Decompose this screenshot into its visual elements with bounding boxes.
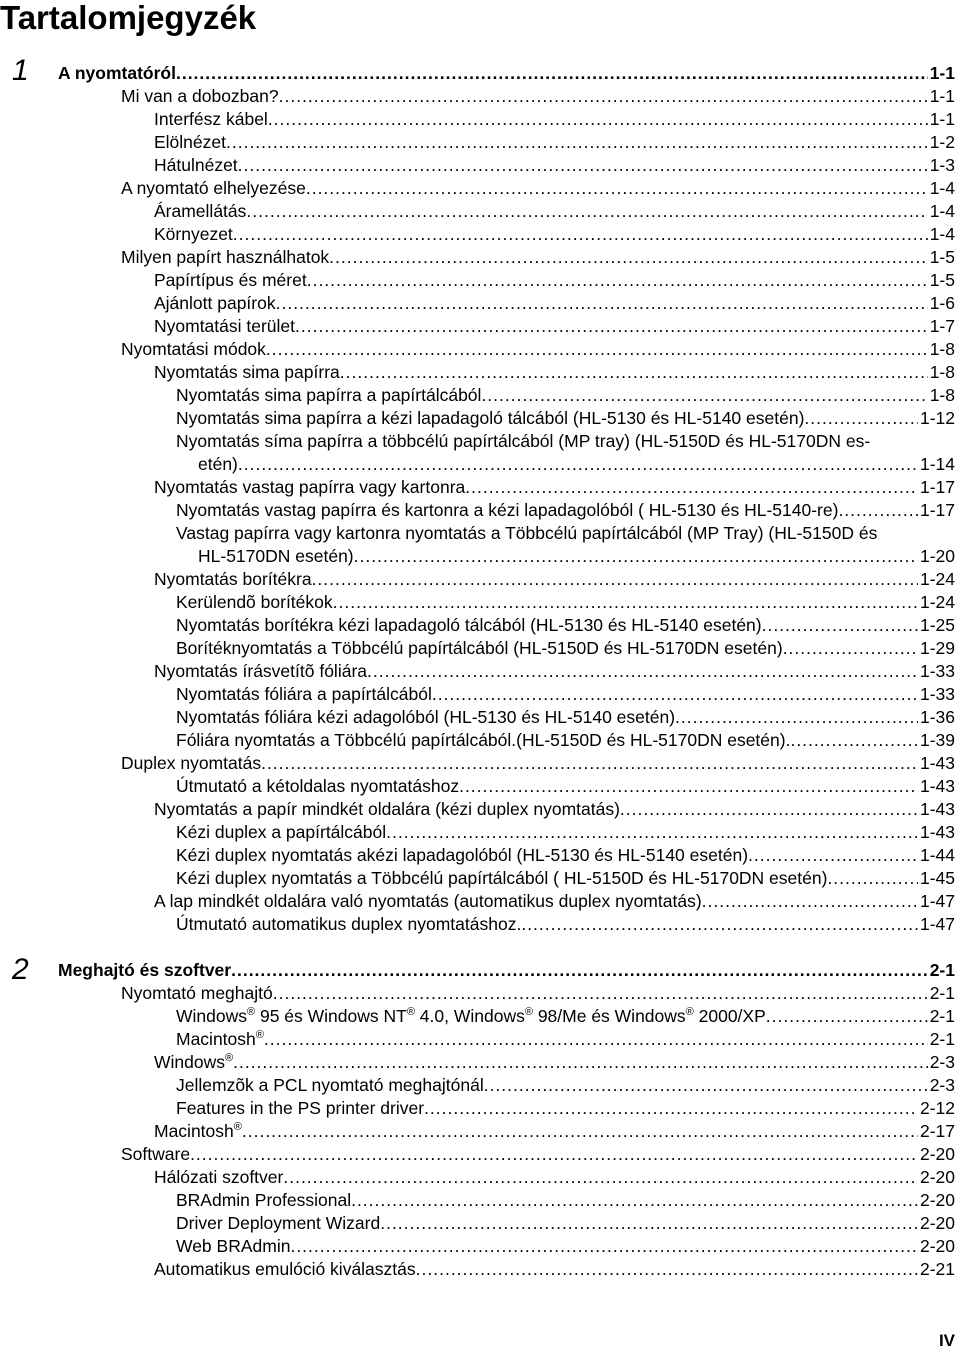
- toc-page: 1-4: [929, 224, 955, 244]
- leader-dots: [481, 384, 927, 406]
- toc-entry-title: Nyomtatás fóliára a papírtálcából: [176, 684, 432, 704]
- leader-dots: [279, 85, 928, 107]
- toc-entry-title: Windows®: [154, 1052, 234, 1072]
- toc-chapter-2[interactable]: [58, 959, 955, 981]
- toc-entry[interactable]: [121, 177, 955, 199]
- toc-entry-title: Interfész kábel: [154, 109, 268, 129]
- chapter-number-1: 1: [12, 54, 29, 87]
- toc-page: 1-36: [919, 707, 955, 727]
- toc-entry[interactable]: [154, 223, 955, 245]
- leader-dots: [790, 729, 918, 751]
- toc-page: 1-4: [929, 201, 955, 221]
- toc-page: 2-1: [929, 983, 955, 1003]
- toc-entry[interactable]: [154, 108, 955, 130]
- toc-entry[interactable]: [154, 476, 955, 498]
- toc-page: 1-1: [929, 109, 955, 129]
- leader-dots: [432, 683, 918, 705]
- toc-page: 1-43: [919, 822, 955, 842]
- toc-entry[interactable]: [176, 1235, 955, 1257]
- leader-dots: [333, 591, 918, 613]
- toc-page: 1-8: [929, 339, 955, 359]
- toc-entry[interactable]: [154, 1258, 955, 1280]
- toc-entry-title: Features in the PS printer driver: [176, 1098, 425, 1118]
- toc-entry[interactable]: [121, 338, 955, 360]
- toc-entry[interactable]: [154, 200, 955, 222]
- toc-page: 1-43: [919, 799, 955, 819]
- toc-page: 1-5: [929, 270, 955, 290]
- toc-entry[interactable]: [154, 292, 955, 314]
- toc-page: 2-20: [919, 1167, 955, 1187]
- toc-page: 1-4: [929, 178, 955, 198]
- toc-entry-title: Nyomtatás sima papírra a papírtálcából: [176, 385, 482, 405]
- toc-page: 2-21: [919, 1259, 955, 1279]
- toc-page: 1-44: [919, 845, 955, 865]
- toc-page: 1-7: [929, 316, 955, 336]
- leader-dots: [226, 131, 928, 153]
- toc-entry[interactable]: [176, 683, 955, 705]
- leader-dots: [238, 453, 918, 475]
- leader-dots: [268, 108, 928, 130]
- toc-entry-title: Nyomtatás síma papírra a többcélú papírtálcából (MP tray) (HL-5150D és HL-5170DN es-: [176, 431, 871, 451]
- toc-entry-title: A lap mindkét oldalára való nyomtatás (automatikus duplex nyomtatás): [154, 891, 702, 911]
- toc-entry[interactable]: [176, 821, 955, 843]
- leader-dots: [290, 1235, 918, 1257]
- toc-entry[interactable]: [176, 499, 955, 521]
- leader-dots: [702, 890, 918, 912]
- toc-entry-title: Nyomtatás borítékra kézi lapadagoló tálcából (HL-5130 és HL-5140 esetén): [176, 615, 762, 635]
- toc-entry-title: Nyomtatás fóliára kézi adagolóból (HL-5130 és HL-5140 esetén): [176, 707, 676, 727]
- toc-page: 2-20: [919, 1190, 955, 1210]
- toc-entry-title: BRAdmin Professional: [176, 1190, 352, 1210]
- toc-entry-title: Útmutató automatikus duplex nyomtatáshoz.: [176, 914, 522, 934]
- toc-entry[interactable]: [121, 1143, 955, 1165]
- toc-page: 2-1: [929, 1029, 955, 1049]
- toc-page: 1-1: [929, 63, 955, 83]
- toc-entry[interactable]: [154, 1120, 955, 1142]
- toc-entry-title: Automatikus emulóció kiválasztás: [154, 1259, 416, 1279]
- toc-entry-title: Elölnézet: [154, 132, 226, 152]
- toc-entry[interactable]: [176, 1074, 955, 1096]
- leader-dots: [176, 62, 928, 84]
- toc-entry[interactable]: [176, 729, 955, 751]
- toc-page: 1-14: [919, 454, 955, 474]
- toc-entry[interactable]: [198, 545, 955, 567]
- toc-entry-title: Nyomtatás sima papírra a kézi lapadagoló tálcából (HL-5130 és HL-5140 esetén): [176, 408, 805, 428]
- leader-dots: [620, 798, 918, 820]
- toc-entry[interactable]: [121, 752, 955, 774]
- toc-page: 2-1: [929, 960, 955, 980]
- toc-page: 1-47: [919, 914, 955, 934]
- page-title: Tartalomjegyzék: [0, 0, 257, 36]
- leader-dots: [295, 315, 928, 337]
- toc-entry[interactable]: [176, 1005, 955, 1027]
- leader-dots: [465, 476, 918, 498]
- leader-dots: [273, 982, 928, 1004]
- toc-page: 1-43: [919, 776, 955, 796]
- leader-dots: [367, 660, 918, 682]
- page-number: IV: [938, 1331, 955, 1350]
- toc-entry[interactable]: [154, 660, 955, 682]
- toc-entry-title: Útmutató a kétoldalas nyomtatáshoz: [176, 776, 460, 796]
- toc-entry[interactable]: [176, 867, 955, 889]
- toc-entry[interactable]: [176, 637, 955, 659]
- leader-dots: [266, 338, 928, 360]
- toc-chapter-title: Meghajtó és szoftver: [58, 960, 232, 980]
- leader-dots: [838, 499, 918, 521]
- toc-entry-title: Mi van a dobozban?: [121, 86, 279, 106]
- toc-entry-title: Hálózati szoftver: [154, 1167, 284, 1187]
- leader-dots: [231, 959, 928, 981]
- toc-entry-title: Papírtípus és méret: [154, 270, 307, 290]
- toc-entry-title: Duplex nyomtatás: [121, 753, 262, 773]
- toc-page: 1-45: [919, 868, 955, 888]
- toc-entry[interactable]: [176, 384, 955, 406]
- toc-chapter-title: A nyomtatóról: [58, 63, 176, 83]
- toc-page: 1-3: [929, 155, 955, 175]
- toc-entry[interactable]: [176, 1189, 955, 1211]
- toc-entry-title: Driver Deployment Wizard: [176, 1213, 381, 1233]
- toc-entry[interactable]: [154, 131, 955, 153]
- toc-page: 1-12: [919, 408, 955, 428]
- toc-entry-title: Nyomtatás sima papírra: [154, 362, 340, 382]
- toc-page: 2-1: [929, 1006, 955, 1026]
- toc-entry-title: Vastag papírra vagy kartonra nyomtatás a Többcélú papírtálcából (MP Tray) (HL-5150D és: [176, 523, 878, 543]
- toc-entry-title: Ajánlott papírok: [154, 293, 276, 313]
- leader-dots: [190, 1143, 918, 1165]
- toc-entry-title: Kerülendõ borítékok: [176, 592, 333, 612]
- toc-page: 1-33: [919, 661, 955, 681]
- leader-dots: [306, 177, 928, 199]
- toc-page: 1-47: [919, 891, 955, 911]
- toc-page: 2-12: [919, 1098, 955, 1118]
- leader-dots: [307, 269, 928, 291]
- toc-entry[interactable]: [176, 913, 955, 935]
- toc-entry-title: Nyomtatás borítékra: [154, 569, 312, 589]
- toc-chapter-1[interactable]: [58, 62, 955, 84]
- toc-entry[interactable]: [176, 1097, 955, 1119]
- toc-page: 2-3: [929, 1052, 955, 1072]
- toc-entry-title: Kézi duplex nyomtatás a Többcélú papírtálcából ( HL-5150D és HL-5170DN esetén): [176, 868, 828, 888]
- toc-entry[interactable]: [176, 591, 955, 613]
- leader-dots: [276, 292, 928, 314]
- toc-entry-title: Macintosh®: [176, 1029, 264, 1049]
- toc-page: 1-6: [929, 293, 955, 313]
- leader-dots: [416, 1258, 918, 1280]
- chapter-number-2: 2: [12, 953, 29, 986]
- leader-dots: [242, 1120, 918, 1142]
- toc-entry-title: Fóliára nyomtatás a Többcélú papírtálcából.(HL-5150D és HL-5170DN esetén).: [176, 730, 791, 750]
- leader-dots: [340, 361, 928, 383]
- toc-page: 1-2: [929, 132, 955, 152]
- toc-entry[interactable]: [176, 775, 955, 797]
- toc-page: 1-8: [929, 362, 955, 382]
- leader-dots: [329, 246, 928, 268]
- leader-dots: [233, 1051, 928, 1073]
- leader-dots: [386, 821, 918, 843]
- toc-entry[interactable]: [154, 798, 955, 820]
- toc-entry-title: Milyen papírt használhatok: [121, 247, 330, 267]
- leader-dots: [827, 867, 918, 889]
- toc-entry[interactable]: [121, 982, 955, 1004]
- leader-dots: [351, 1189, 918, 1211]
- toc-entry-title: Jellemzõk a PCL nyomtató meghajtónál: [176, 1075, 484, 1095]
- leader-dots: [238, 154, 928, 176]
- toc-entry-title: Hátulnézet: [154, 155, 238, 175]
- toc-page: 1-17: [919, 500, 955, 520]
- toc-entry[interactable]: [121, 85, 955, 107]
- toc-page: 1-29: [919, 638, 955, 658]
- toc-page: 2-17: [919, 1121, 955, 1141]
- leader-dots: [283, 1166, 918, 1188]
- toc-page: 2-20: [919, 1213, 955, 1233]
- toc-page: 1-5: [929, 247, 955, 267]
- toc-entry-title: Windows® 95 és Windows NT® 4.0, Windows® 98/Me és Windows® 2000/XP: [176, 1006, 766, 1026]
- leader-dots: [312, 568, 918, 590]
- toc-entry-title: Nyomtatás írásvetítõ fóliára: [154, 661, 367, 681]
- toc-page: 1-24: [919, 569, 955, 589]
- toc-entry-title: Nyomtatás vastag papírra és kartonra a kézi lapadagolóból ( HL-5130 és HL-5140-re): [176, 500, 839, 520]
- toc-entry[interactable]: [154, 361, 955, 383]
- toc-entry-title: Környezet: [154, 224, 233, 244]
- toc-entry[interactable]: [176, 844, 955, 866]
- toc-entry[interactable]: [121, 246, 955, 268]
- toc-entry[interactable]: [176, 1028, 955, 1050]
- toc-entry[interactable]: [176, 1212, 955, 1234]
- toc-entry[interactable]: [154, 154, 955, 176]
- toc-page: 1-17: [919, 477, 955, 497]
- leader-dots: [246, 200, 927, 222]
- toc-page: 2-20: [919, 1144, 955, 1164]
- toc-entry-title: Kézi duplex nyomtatás akézi lapadagolóból (HL-5130 és HL-5140 esetén): [176, 845, 749, 865]
- leader-dots: [459, 775, 918, 797]
- toc-page: 2-20: [919, 1236, 955, 1256]
- toc-entry-title: Macintosh®: [154, 1121, 242, 1141]
- toc-page: 1-20: [919, 546, 955, 566]
- toc-page: 1-25: [919, 615, 955, 635]
- leader-dots: [233, 223, 928, 245]
- toc-entry[interactable]: [176, 706, 955, 728]
- toc-entry-title-continued: etén): [198, 454, 238, 474]
- toc-entry-title: Software: [121, 1144, 191, 1164]
- toc-page: 1-1: [929, 86, 955, 106]
- leader-dots: [424, 1097, 918, 1119]
- toc-entry-title: A nyomtató elhelyezése: [121, 178, 306, 198]
- toc-entry-title: Borítéknyomtatás a Többcélú papírtálcából (HL-5150D és HL-5170DN esetén): [176, 638, 783, 658]
- toc-page: 1-8: [929, 385, 955, 405]
- leader-dots: [748, 844, 918, 866]
- toc-entry[interactable]: [176, 614, 955, 636]
- leader-dots: [783, 637, 918, 659]
- toc-entry-title: Nyomtatás a papír mindkét oldalára (kézi duplex nyomtatás): [154, 799, 620, 819]
- toc-entry-title: Áramellátás: [154, 201, 247, 221]
- toc-entry-title: Kézi duplex a papírtálcából: [176, 822, 387, 842]
- leader-dots: [762, 614, 918, 636]
- toc-entry-title: Web BRAdmin: [176, 1236, 291, 1256]
- leader-dots: [804, 407, 918, 429]
- leader-dots: [264, 1028, 928, 1050]
- toc-entry-title: Nyomtatási terület: [154, 316, 296, 336]
- toc-entry[interactable]: [154, 315, 955, 337]
- toc-entry[interactable]: [198, 453, 955, 475]
- leader-dots: [261, 752, 918, 774]
- toc-entry[interactable]: [154, 1051, 955, 1073]
- toc-entry[interactable]: [154, 1166, 955, 1188]
- toc-entry-title: Nyomtatás vastag papírra vagy kartonra: [154, 477, 466, 497]
- leader-dots: [766, 1005, 928, 1027]
- leader-dots: [521, 913, 918, 935]
- leader-dots: [380, 1212, 918, 1234]
- toc-entry[interactable]: [154, 269, 955, 291]
- toc-entry-title-continued: HL-5170DN esetén): [198, 546, 354, 566]
- toc-page: 2-3: [929, 1075, 955, 1095]
- toc-entry-title: Nyomtató meghajtó: [121, 983, 273, 1003]
- toc-entry-title: Nyomtatási módok: [121, 339, 266, 359]
- leader-dots: [484, 1074, 928, 1096]
- toc-page: 1-39: [919, 730, 955, 750]
- toc-entry[interactable]: [176, 407, 955, 429]
- toc-entry[interactable]: [154, 890, 955, 912]
- toc-page: 1-24: [919, 592, 955, 612]
- toc-page: 1-33: [919, 684, 955, 704]
- leader-dots: [354, 545, 918, 567]
- toc-page: 1-43: [919, 753, 955, 773]
- toc-entry[interactable]: [154, 568, 955, 590]
- leader-dots: [675, 706, 918, 728]
